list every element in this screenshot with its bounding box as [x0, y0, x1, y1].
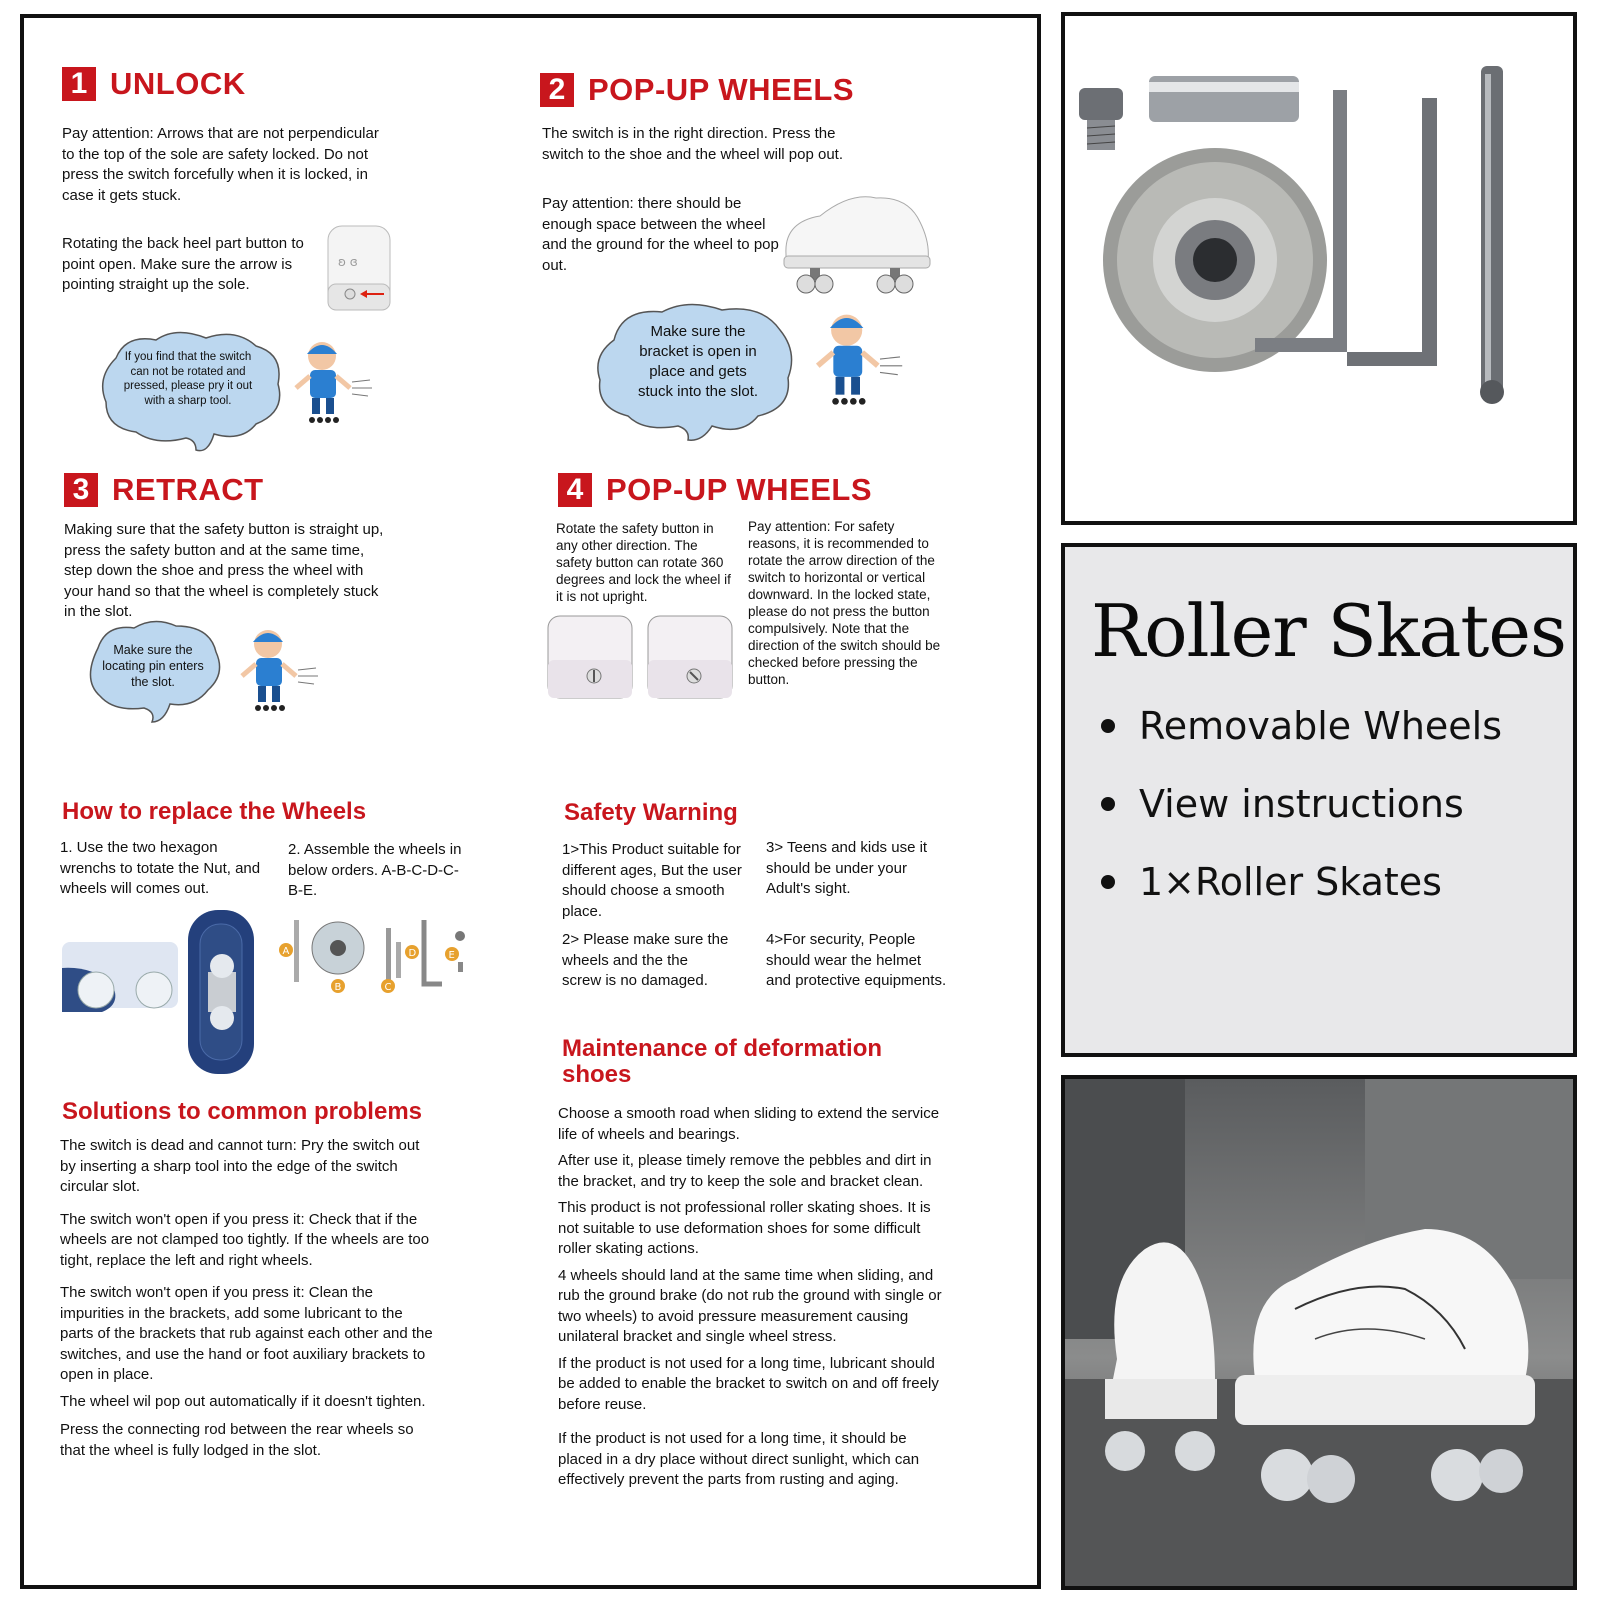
- maintenance-item: After use it, please timely remove the pebbles and dirt in the bracket, and try to keep the sole and bracket clean.: [558, 1152, 932, 1190]
- safety-warning-3: 3> Teens and kids use it should be under your Adult's sight.: [766, 839, 928, 897]
- section-4-right-text: Pay attention: For safety reasons, it is recommended to rotate the arrow direction of the switch to horizontal or vertical downward. In the locked state, please do not press the button compulsively. Note that the direction of the switch should be checked before pressing the button.: [748, 519, 941, 687]
- solutions-list: [60, 1136, 438, 1467]
- section-3-heading: [64, 472, 264, 508]
- tip-bubble-3: [84, 618, 224, 729]
- replace-step-1: 1. Use the two hexagon wrenchs to totate the Nut, and wheels will comes out.: [60, 839, 261, 897]
- safety-warning-4: 4>For security, People should wear the helmet and protective equipments.: [766, 931, 947, 989]
- nut-icon: [455, 931, 465, 941]
- label-c: C: [384, 982, 392, 993]
- kid-skater-icon: [292, 336, 376, 426]
- parts-photo: [1061, 12, 1577, 525]
- feature-item: [1101, 687, 1502, 765]
- shoe-heel-image: [320, 222, 406, 316]
- axle-pin-icon: [294, 920, 299, 982]
- section-1-paragraph-1: Pay attention: Arrows that are not perpendicular to the top of the sole are safety locked. Do not press the switch forcefully when it is locked, in case it gets stuck.: [62, 125, 379, 204]
- section-3-paragraph: Making sure that the safety button is straight up, press the safety button and at the same time, step down the shoe and press the wheel with your hand so that the wheel is completely stuck in the slot.: [64, 521, 384, 620]
- maintenance-item: Choose a smooth road when sliding to extend the service life of wheels and bearings.: [558, 1105, 940, 1143]
- maintenance-title: Maintenance of deformation shoes: [562, 1035, 883, 1088]
- section-title: POP-UP WHEELS: [606, 472, 873, 507]
- safety-warning-2: 2> Please make sure the wheels and the the screw is no damaged.: [562, 931, 729, 989]
- maintenance-item: If the product is not used for a long time, lubricant should be added to enable the bracket to switch on and off freely before reuse.: [558, 1354, 939, 1413]
- roller-skates-image: [1065, 1079, 1573, 1586]
- wheel-and-tools-image: [1065, 16, 1573, 521]
- tip-bubble-text: Make sure the locating pin enters the slot.: [102, 643, 204, 689]
- section-2-heading: [540, 72, 854, 108]
- feature-item: [1101, 765, 1502, 843]
- section-1-paragraph-2: Rotating the back heel part button to point open. Make sure the arrow is pointing straight up the sole.: [62, 235, 304, 293]
- feature-label: 1×Roller Skates: [1139, 860, 1442, 904]
- maintenance-item: 4 wheels should land at the same time when sliding, and rub the ground brake (do not rub the ground with single or two wheels) to avoid pressure measurement causing unilateral bracket and single wheel stress.: [558, 1266, 942, 1345]
- safety-button-heels-image: [544, 612, 740, 702]
- solutions-title: Solutions to common problems: [62, 1098, 423, 1125]
- section-number: 1: [62, 67, 96, 101]
- skate-photo: [1061, 1075, 1577, 1590]
- label-d: D: [408, 948, 417, 959]
- product-title-card: [1061, 543, 1577, 1057]
- label-e: E: [448, 950, 455, 961]
- tip-bubble-text: If you find that the switch can not be rotated and pressed, please pry it out with a sharp tool.: [123, 351, 253, 407]
- tip-bubble-2: [592, 300, 798, 447]
- section-number: 4: [558, 473, 592, 507]
- bullet-icon: [1101, 797, 1115, 811]
- section-4-heading: [558, 472, 872, 508]
- solution-item: The switch won't open if you press it: Check that if the wheels are not clamped too tightly. If the wheels are too tight, replace the left and right wheels.: [60, 1210, 430, 1269]
- svg-text:ʚ ɞ: ʚ ɞ: [338, 255, 358, 269]
- section-4-left-text: Rotate the safety button in any other direction. The safety button can rotate 360 degrees and lock the wheel if it is not upright.: [556, 521, 731, 604]
- tip-bubble-text: Make sure the bracket is open in place and gets stuck into the slot.: [637, 323, 759, 400]
- maintenance-item: This product is not professional roller skating shoes. It is not suitable to use deformation shoes for some difficult roller skating actions.: [558, 1199, 931, 1257]
- kid-skater-icon: [238, 624, 322, 714]
- section-2-paragraph-2: Pay attention: there should be enough space between the wheel and the ground for the wheel to pop out.: [542, 195, 779, 274]
- section-number: 2: [540, 73, 574, 107]
- hex-wrench-icon: [424, 920, 442, 984]
- label-a: A: [282, 946, 290, 957]
- section-title: POP-UP WHEELS: [588, 72, 855, 107]
- safety-warning-1: 1>This Product suitable for different ages, But the user should choose a smooth place.: [562, 841, 742, 920]
- feature-label: View instructions: [1139, 782, 1464, 826]
- replace-step-2: 2. Assemble the wheels in below orders. A-B-C-D-C- B-E.: [288, 841, 462, 899]
- section-title: RETRACT: [112, 472, 264, 507]
- feature-list: [1101, 687, 1502, 921]
- section-1-heading: [62, 66, 246, 102]
- instruction-manual: [20, 14, 1041, 1589]
- solution-item: The switch is dead and cannot turn: Pry the switch out by inserting a sharp tool into the edge of the switch circular slot.: [60, 1137, 420, 1195]
- section-number: 3: [64, 473, 98, 507]
- tip-bubble-1: [96, 328, 286, 457]
- popup-wheel-shoe-image: [780, 182, 932, 300]
- maintenance-item: If the product is not used for a long time, it should be placed in a dry place without direct sunlight, which can effectively prevent the parts from rusting and aging.: [558, 1430, 920, 1488]
- kid-skater-icon: [812, 308, 908, 408]
- product-title: Roller Skates: [1091, 589, 1566, 673]
- solution-item: Press the connecting rod between the rear wheels so that the wheel is fully lodged in the slot.: [60, 1421, 414, 1459]
- section-title: UNLOCK: [110, 66, 246, 101]
- solution-item: The switch won't open if you press it: Clean the impurities in the brackets, add some lubricant to the parts of the brackets that rub against each other and the switches, and use the hand or foot auxiliary brackets to open in place.: [60, 1284, 433, 1383]
- shoe-sole-wheels-image: [62, 908, 258, 1076]
- label-b: B: [334, 982, 342, 993]
- bullet-icon: [1101, 719, 1115, 733]
- bullet-icon: [1101, 875, 1115, 889]
- feature-label: Removable Wheels: [1139, 704, 1503, 748]
- replace-wheels-title: How to replace the Wheels: [62, 798, 367, 825]
- wheel-assembly-order-diagram: [272, 914, 472, 1000]
- section-2-paragraph-1: The switch is in the right direction. Press the switch to the shoe and the wheel will pop out.: [542, 125, 844, 163]
- solution-item: The wheel wil pop out automatically if it doesn't tighten.: [60, 1392, 426, 1410]
- safety-warning-title: Safety Warning: [564, 799, 738, 826]
- feature-item: [1101, 843, 1502, 921]
- maintenance-list: [558, 1104, 954, 1497]
